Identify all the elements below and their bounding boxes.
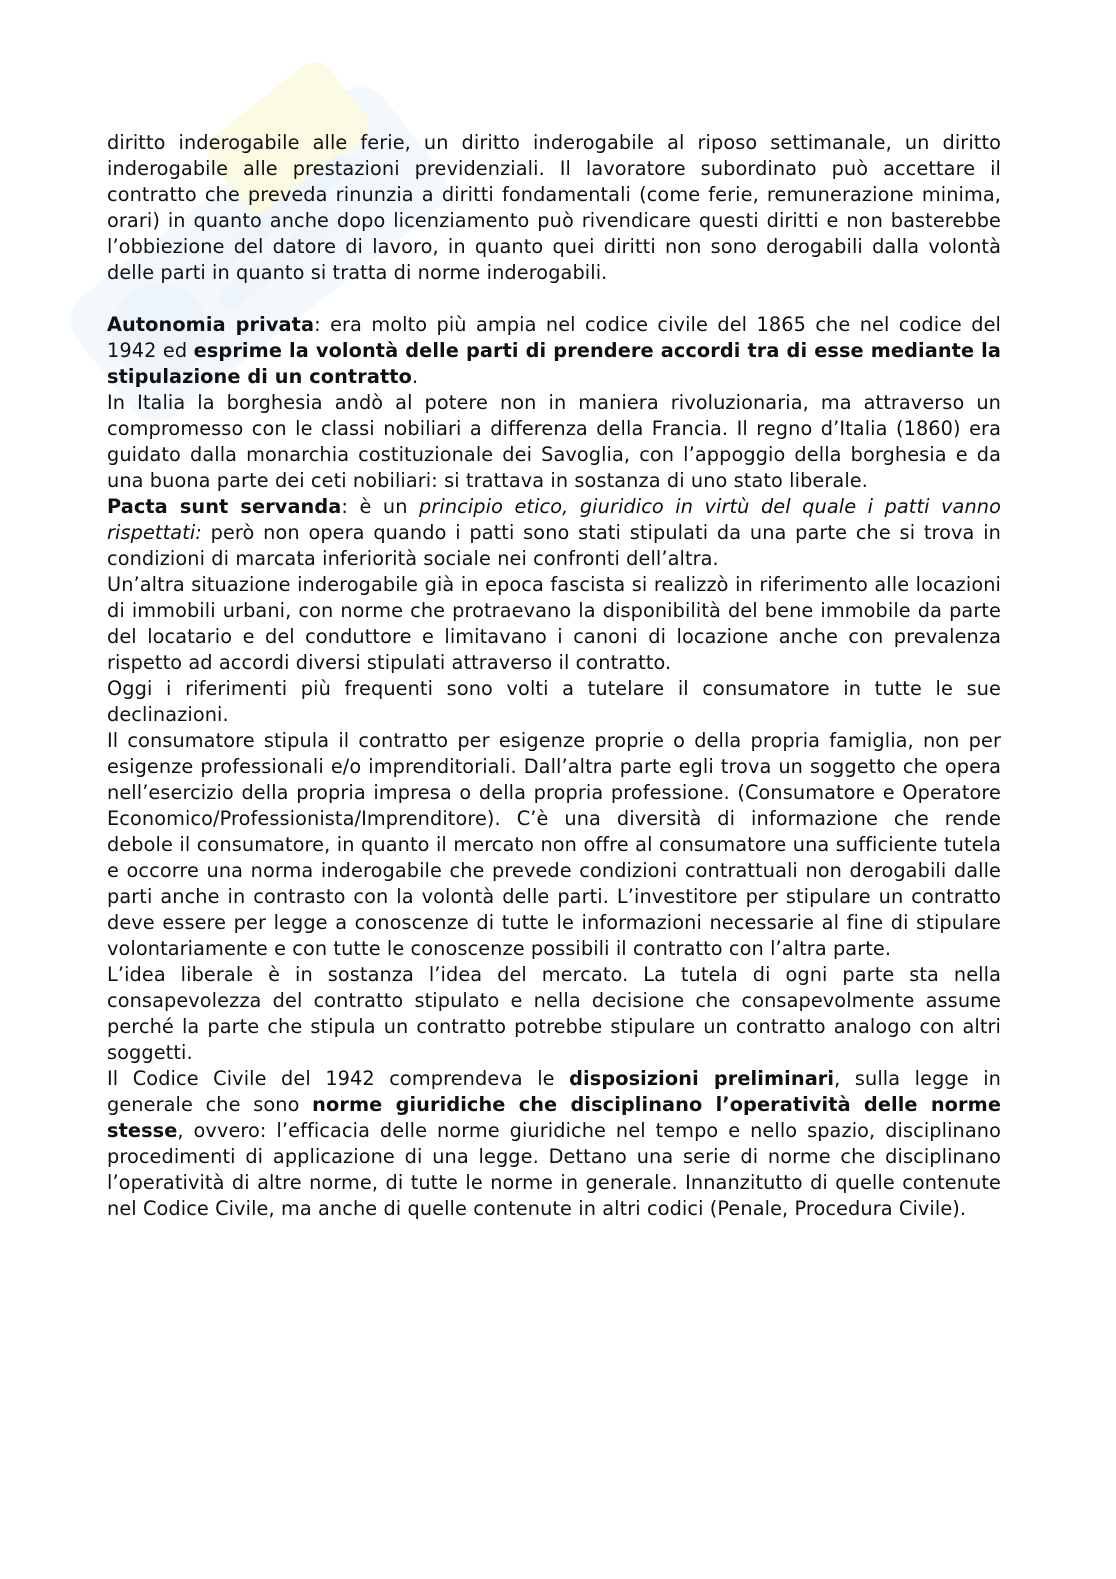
italic-definition: principio etico, giuridico in virtù del quale i patti vanno rispettati:: [107, 495, 1001, 544]
paragraph-idea-liberale: [107, 962, 1001, 1066]
paragraph-autonomia-privata: [107, 312, 1001, 390]
paragraph-pacta-sunt-servanda: [107, 494, 1001, 572]
paragraph-ferie-diritti: [107, 130, 1001, 286]
paragraph-text: L’idea liberale è in sostanza l’idea del mercato. La tutela di ogni parte sta nella consapevolezza del contratto stipulato e nella decisione che consapevolmente assume perché la parte che stipula un contratto potrebbe stipulare un contratto analogo con altri soggetti.: [107, 963, 1001, 1064]
paragraph-codice-civile-1942: [107, 1066, 1001, 1222]
paragraph-text: Il Codice Civile del 1942 comprendeva le: [107, 1067, 570, 1090]
term-autonomia-privata: Autonomia privata: [107, 313, 315, 336]
paragraph-text: In Italia la borghesia andò al potere non in maniera rivoluzionaria, ma attraverso un compromesso con le classi nobiliari a differenza della Francia. Il regno d’Italia (1860) era guidato dalla monarchia costituzionale dei Savoglia, con l’appoggio della borghesia e da una buona parte dei ceti nobiliari: si trattava in sostanza di uno stato liberale.: [107, 391, 1001, 492]
document-body: [107, 130, 1001, 1222]
paragraph-consumatore-contratto: [107, 728, 1001, 962]
paragraph-consumatore-tutela: [107, 676, 1001, 728]
paragraph-text: Il consumatore stipula il contratto per esigenze proprie o della propria famiglia, non per esigenze professionali e/o imprenditoriali. Dall’altra parte egli trova un soggetto che opera nell’esercizio della propria impresa o della propria professione. (Consumatore e Operatore Economico/Professionista/Imprenditore). C’è una diversità di informazione che rende debole il consumatore, in quanto il mercato non offre al consumatore una sufficiente tutela e occorre una norma inderogabile che prevede condizioni contrattuali non derogabili dalle parti anche in contrasto con la volontà delle parti. L’investitore per stipulare un contratto deve essere per legge a conoscenze di tutte le informazioni necessarie al fine di stipulare volontariamente e con tutte le conoscenze possibili il contratto con l’altra parte.: [107, 729, 1001, 960]
paragraph-borghesia: [107, 390, 1001, 494]
emphasis-text: esprime la volontà delle parti di prendere accordi tra di esse mediante la stipulazione di un contratto: [107, 339, 1001, 388]
paragraph-locazioni: [107, 572, 1001, 676]
paragraph-text: .: [411, 365, 419, 388]
paragraph-text: però non opera quando i patti sono stati stipulati da una parte che si trova in condizioni di marcata inferiorità sociale nei confronti dell’altra.: [107, 521, 1001, 570]
term-disposizioni-preliminari: disposizioni preliminari: [569, 1067, 835, 1090]
paragraph-text: : è un: [341, 495, 419, 518]
paragraph-text: : era molto più ampia nel codice civile del 1865 che nel codice del 1942 ed: [107, 313, 1001, 362]
paragraph-text: diritto inderogabile alle ferie, un diritto inderogabile al riposo settimanale, un diritto inderogabile alle prestazioni previdenziali. Il lavoratore subordinato può accettare il contratto che preveda rinunzia a diritti fondamentali (come ferie, remunerazione minima, orari) in quanto anche dopo licenziamento può rivendicare questi diritti e non basterebbe l’obbiezione del datore di lavoro, in quanto quei diritti non sono derogabili dalla volontà delle parti in quanto si tratta di norme inderogabili.: [107, 131, 1001, 284]
term-pacta-sunt-servanda: Pacta sunt servanda: [107, 495, 342, 518]
paragraph-text: , sulla legge in generale che sono: [107, 1067, 1001, 1116]
paragraph-text: Un’altra situazione inderogabile già in epoca fascista si realizzò in riferimento alle locazioni di immobili urbani, con norme che protraevano la disponibilità del bene immobile da parte del locatario e del conduttore e limitavano i canoni di locazione anche con prevalenza rispetto ad accordi diversi stipulati attraverso il contratto.: [107, 573, 1001, 674]
paragraph-text: Oggi i riferimenti più frequenti sono volti a tutelare il consumatore in tutte le sue declinazioni.: [107, 677, 1001, 726]
paragraph-text: , ovvero: l’efficacia delle norme giuridiche nel tempo e nello spazio, disciplinano procedimenti di applicazione di una legge. Dettano una serie di norme che disciplinano l’operatività di altre norme, di tutte le norme in generale. Innanzitutto di quelle contenute nel Codice Civile, ma anche di quelle contenute in altri codici (Penale, Procedura Civile).: [107, 1119, 1001, 1220]
emphasis-text: norme giuridiche che disciplinano l’operatività delle norme stesse: [107, 1093, 1001, 1142]
